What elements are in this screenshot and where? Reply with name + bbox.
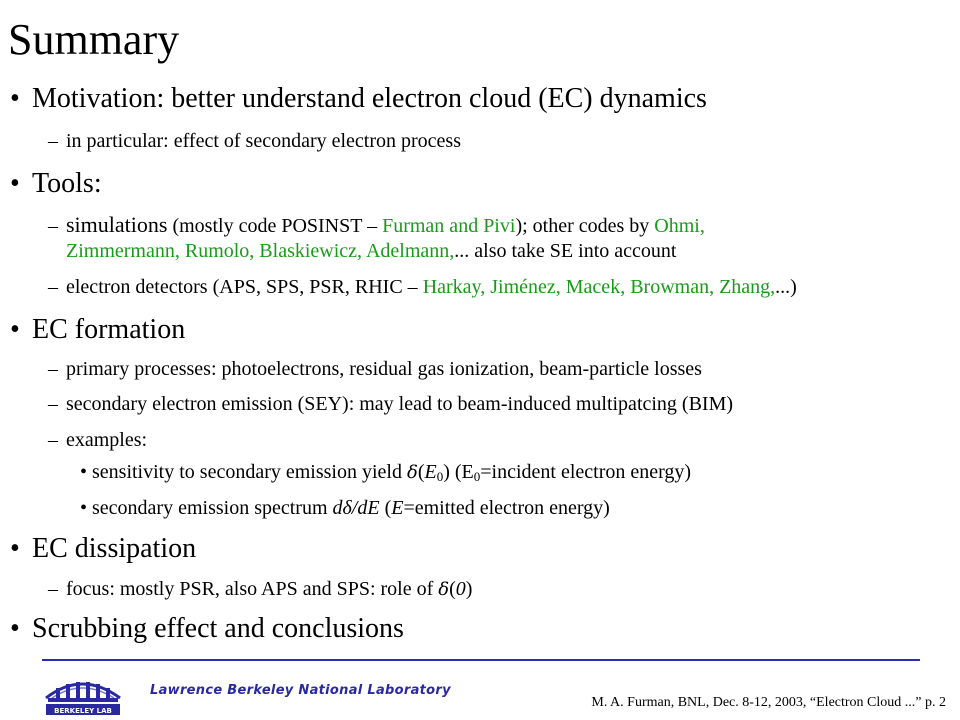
bullet-formation <box>10 313 185 347</box>
sim-text-1: (mostly code POSINST – <box>167 215 383 237</box>
simulations-word: simulations <box>66 212 168 237</box>
bullet-dissipation <box>10 532 196 566</box>
ex1-E: E <box>424 461 437 483</box>
ex2-end: =emitted electron energy) <box>403 497 610 519</box>
example-spectrum <box>80 495 610 521</box>
motivation-sub-text: in particular: effect of secondary electron process <box>66 130 461 152</box>
example-sensitivity <box>80 459 691 490</box>
dissipation-text: EC dissipation <box>32 533 197 564</box>
ex1-paren: ( <box>417 461 425 483</box>
bullet-tools <box>10 167 102 201</box>
bullet-glyph: • <box>10 533 20 564</box>
page-title: Summary <box>8 15 180 64</box>
formation-primary-text: primary processes: photoelectrons, residual gas ionization, beam-particle losses <box>66 358 702 380</box>
ex2-text: secondary emission spectrum <box>92 497 333 519</box>
bullet-glyph: • <box>10 83 20 114</box>
dash-glyph: – <box>48 393 58 415</box>
ex2-derivative: dδ/dE <box>332 497 380 519</box>
dash-glyph: – <box>48 130 58 152</box>
dissipation-sub-text: focus: mostly PSR, also APS and SPS: role of <box>66 578 439 600</box>
footer-citation: M. A. Furman, BNL, Dec. 8-12, 2003, “Electron Cloud ...” p. 2 <box>591 695 946 710</box>
sub-tools-detectors <box>48 274 797 300</box>
det-text-1: electron detectors (APS, SPS, PSR, RHIC – <box>66 276 423 298</box>
dash-glyph: – <box>48 276 58 298</box>
scrubbing-text: Scrubbing effect and conclusions <box>32 613 404 644</box>
diss-paren-close: ) <box>465 578 473 600</box>
diss-paren: ( <box>449 578 456 600</box>
delta-symbol: δ <box>406 462 418 483</box>
bullet-glyph: • <box>10 613 20 644</box>
bullet-motivation <box>10 82 707 116</box>
sim-text-2: ); other codes by <box>515 215 655 237</box>
ex2-paren: ( <box>379 497 392 519</box>
sim-text-3: ... also take SE into account <box>454 240 677 262</box>
sim-authors-1: Furman and Pivi <box>382 215 516 237</box>
sub-formation-primary <box>48 356 702 382</box>
dash-glyph: – <box>48 429 58 451</box>
formation-examples-text: examples: <box>66 429 148 451</box>
bullet-glyph: • <box>10 314 20 345</box>
bullet-glyph: • <box>80 461 88 483</box>
logo-text: BERKELEY LAB <box>54 707 112 715</box>
dash-glyph: – <box>48 215 58 237</box>
ex1-mid: ) (E <box>443 461 474 483</box>
sub-dissipation <box>48 576 472 603</box>
lab-name: Lawrence Berkeley National Laboratory <box>150 683 451 698</box>
sub-motivation <box>48 128 461 154</box>
motivation-text: Motivation: better understand electron cloud (EC) dynamics <box>32 83 707 114</box>
sub-tools-simulations-cont <box>66 238 676 264</box>
det-text-2: ...) <box>775 276 797 298</box>
sim-authors-3: Zimmermann, Rumolo, Blaskiewicz, Adelmann, <box>66 240 455 262</box>
det-authors: Harkay, Jiménez, Macek, Browman, Zhang, <box>422 276 776 298</box>
tools-text: Tools: <box>32 168 102 199</box>
sub-tools-simulations <box>48 212 705 239</box>
footer-rule <box>42 659 920 661</box>
ex1-sub: 0 <box>436 469 444 484</box>
formation-sey-text: secondary electron emission (SEY): may lead to beam-induced multipatcing (BIM) <box>66 393 734 415</box>
bullet-glyph: • <box>10 168 20 199</box>
delta-symbol: δ <box>438 579 450 600</box>
sim-authors-2: Ohmi, <box>654 215 705 237</box>
diss-zero: 0 <box>455 578 466 600</box>
ex1-sub2: 0 <box>473 469 481 484</box>
sub-formation-examples <box>48 427 147 453</box>
berkeley-lab-logo <box>42 668 124 718</box>
bullet-scrubbing <box>10 612 404 646</box>
dash-glyph: – <box>48 578 58 600</box>
ex1-end: =incident electron energy) <box>480 461 692 483</box>
bullet-glyph: • <box>80 497 88 519</box>
ex2-E: E <box>391 497 404 519</box>
dash-glyph: – <box>48 358 58 380</box>
formation-text: EC formation <box>32 314 186 345</box>
ex1-text: sensitivity to secondary emission yield <box>92 461 407 483</box>
sub-formation-sey <box>48 391 733 417</box>
